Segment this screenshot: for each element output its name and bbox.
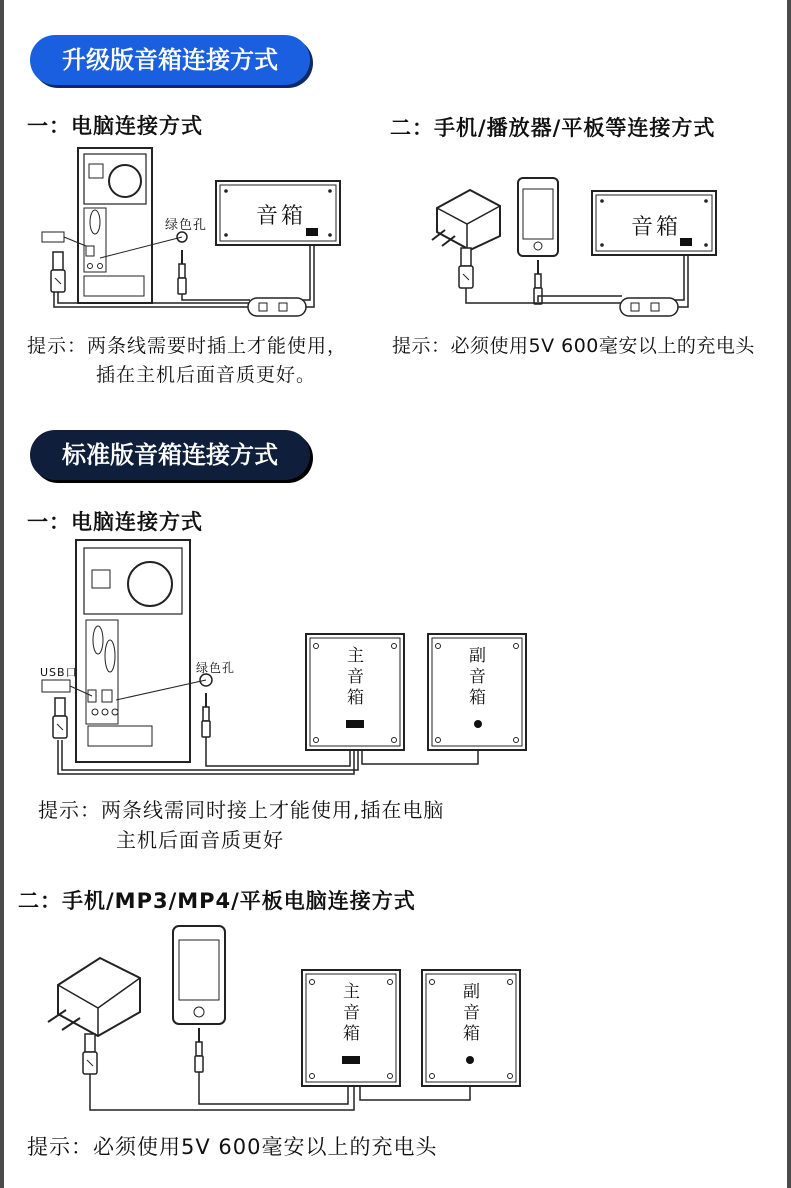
power-adapter-icon [48, 958, 140, 1036]
phone-icon [518, 178, 558, 256]
sub-speaker-label [463, 982, 480, 1045]
usb-port-icon [42, 680, 70, 692]
volume-control-icon [248, 298, 306, 316]
volume-control-icon [620, 298, 678, 316]
standard-tip2: 提示：必须使用5V 600毫安以上的充电头 [27, 1135, 438, 1159]
power-adapter-icon [432, 190, 500, 250]
usb-port-icon [42, 232, 64, 242]
sub-speaker-char: 副 [463, 982, 480, 1002]
audio-jack-icon [202, 693, 210, 737]
sub-speaker-char: 音 [469, 667, 486, 687]
main-speaker-char: 音 [343, 1003, 360, 1023]
phone-icon [173, 926, 225, 1024]
standard-section-badge: 标准版音箱连接方式 [30, 430, 310, 480]
sub-speaker-char: 音 [463, 1003, 480, 1023]
usb-plug-icon [83, 1034, 97, 1074]
main-speaker-label [347, 646, 364, 709]
upgraded-method2-title: 二：手机/播放器/平板等连接方式 [390, 116, 716, 140]
sub-speaker-label [469, 646, 486, 709]
main-speaker-char: 箱 [343, 1024, 360, 1044]
usb-port-label: USB口 [40, 666, 78, 679]
upgraded-tip1-line2: 插在主机后面音质更好。 [96, 364, 317, 386]
usb-plug-icon [53, 698, 67, 738]
main-speaker-char: 主 [343, 982, 360, 1002]
upgraded-tip2: 提示：必须使用5V 600毫安以上的充电头 [392, 335, 755, 357]
green-port-label: 绿色孔 [196, 661, 236, 675]
main-speaker-char: 箱 [347, 688, 364, 708]
green-port-label: 绿色孔 [165, 218, 208, 233]
main-speaker-char: 主 [347, 646, 364, 666]
upgraded-tip1-line1: 提示：两条线需要时插上才能使用， [27, 335, 348, 357]
speaker-label: 音箱 [256, 204, 307, 229]
main-speaker-char: 音 [347, 667, 364, 687]
main-speaker-label [343, 982, 360, 1045]
standard-tip1-line2: 主机后面音质更好 [116, 828, 284, 852]
computer-tower-icon [76, 540, 190, 762]
sub-speaker-char: 箱 [463, 1024, 480, 1044]
upgraded-method1-title: 一：电脑连接方式 [27, 114, 203, 138]
standard-method2-title: 二：手机/MP3/MP4/平板电脑连接方式 [18, 889, 416, 913]
upgraded-section-badge: 升级版音箱连接方式 [30, 35, 310, 85]
speaker-label: 音箱 [631, 215, 682, 240]
audio-jack-icon [178, 250, 186, 294]
sub-speaker-char: 箱 [469, 688, 486, 708]
audio-jack-icon [195, 1028, 203, 1072]
sub-speaker-char: 副 [469, 646, 486, 666]
standard-method1-title: 一：电脑连接方式 [27, 510, 203, 534]
computer-tower-icon [78, 148, 152, 303]
usb-plug-icon [51, 252, 65, 292]
standard-tip1-line1: 提示：两条线需同时接上才能使用,插在电脑 [38, 798, 445, 822]
